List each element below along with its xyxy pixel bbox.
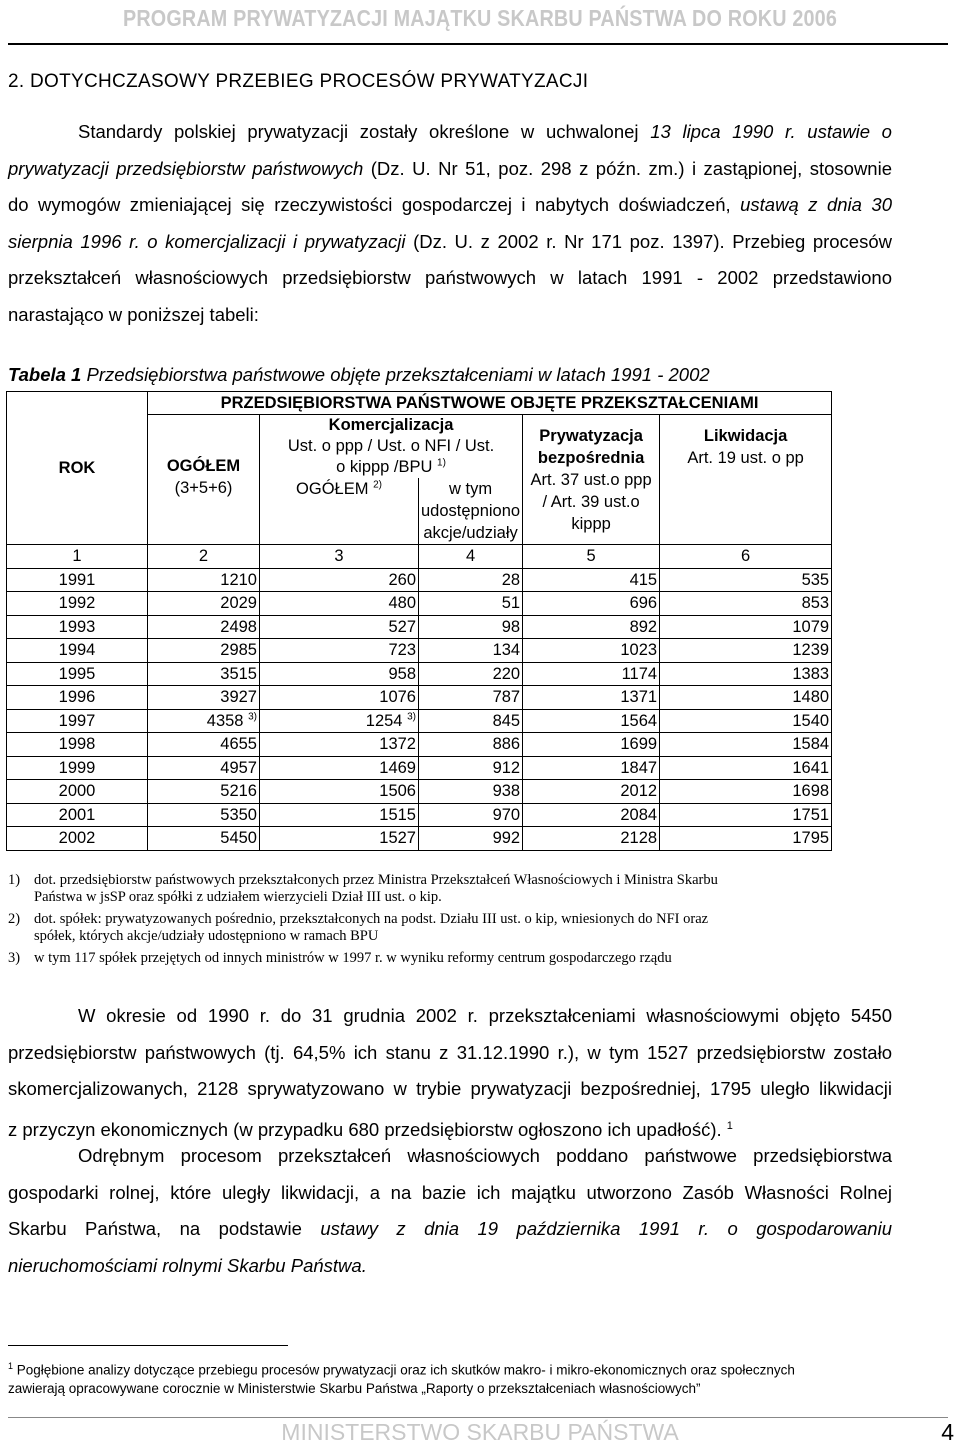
direct-privatization-cell: 2084 [523, 803, 660, 827]
commercialization-cell: 260 [260, 568, 419, 592]
para-line: sierpnia 1996 r. o komercjalizacji i prywatyzacji (Dz. U. z 2002 r. Nr 171 poz. 1397). Przebieg procesów [8, 230, 892, 252]
shares-cell: 938 [419, 780, 523, 804]
commercialization-cell: 1515 [260, 803, 419, 827]
colnum-cell: 6 [660, 545, 832, 569]
shares-cell: 134 [419, 639, 523, 663]
table-colnum-row [7, 545, 832, 569]
page-number: 4 [941, 1419, 954, 1445]
total-cell: 4358 $^{3)}$ [148, 709, 260, 733]
year-cell: 1995 [7, 662, 148, 686]
shares-cell: 220 [419, 662, 523, 686]
direct-privatization-cell: 2012 [523, 780, 660, 804]
header-likwidacja: Likwidacja Art. 19 ust. o pp [660, 415, 832, 545]
table-row [7, 592, 832, 616]
liquidation-cell: 1079 [660, 615, 832, 639]
year-cell: 1996 [7, 686, 148, 710]
year-cell: 1993 [7, 615, 148, 639]
year-cell: 1997 [7, 709, 148, 733]
para-line: Skarbu Państwa, na podstawie ustawy z dnia 19 października 1991 r. o gospodarowaniu [8, 1218, 892, 1239]
direct-privatization-cell: 1564 [523, 709, 660, 733]
header-spacer [260, 501, 419, 544]
para-line: do wymogów zmieniającej się rzeczywistości gospodarczej i nabytych doświadczeń, ustawą z dnia 30 [8, 194, 892, 215]
shares-cell: 51 [419, 592, 523, 616]
footnote-rule [8, 1345, 288, 1346]
liquidation-cell: 535 [660, 568, 832, 592]
commercialization-cell: 958 [260, 662, 419, 686]
table-row [7, 568, 832, 592]
para-line: nieruchomościami rolnymi Skarbu Państwa. [8, 1254, 367, 1276]
liquidation-cell: 1641 [660, 756, 832, 780]
shares-cell: 28 [419, 568, 523, 592]
section-title: 2. DOTYCHCZASOWY PRZEBIEG PROCESÓW PRYWATYZACJI [8, 71, 589, 92]
table-note-3: 3) w tym 117 spółek przejętych od innych ministrów w 1997 r. w wyniku reformy centrum gospodarczego rządu [8, 950, 672, 966]
para-line: skomercjalizowanych, 2128 sprywatyzowano w trybie prywatyzacji bezpośredniej, 1795 uległo likwidacji [8, 1078, 892, 1099]
header-ogolem: OGÓŁEM (3+5+6) [148, 415, 260, 545]
running-header: PROGRAM PRYWATYZACJI MAJĄTKU SKARBU PAŃSTWA DO ROKU 2006 [122, 5, 838, 31]
para-line: Standardy polskiej prywatyzacji zostały określone w uchwalonej 13 lipca 1990 r. ustawie o [78, 121, 892, 142]
header-komercjalizacja: Komercjalizacja Ust. o ppp / Ust. o NFI / Ust. o kippp /BPU $^{1)}$ [260, 415, 523, 479]
paragraph-agriculture [8, 1138, 892, 1284]
year-cell: 1991 [7, 568, 148, 592]
direct-privatization-cell: 415 [523, 568, 660, 592]
liquidation-cell: 1698 [660, 780, 832, 804]
direct-privatization-cell: 892 [523, 615, 660, 639]
commercialization-cell: 1076 [260, 686, 419, 710]
year-cell: 1992 [7, 592, 148, 616]
footer-rule [8, 1417, 948, 1418]
liquidation-cell: 1540 [660, 709, 832, 733]
shares-cell: 992 [419, 827, 523, 851]
paragraph-intro [8, 114, 892, 333]
year-cell: 2002 [7, 827, 148, 851]
total-cell: 1210 [148, 568, 260, 592]
total-cell: 3515 [148, 662, 260, 686]
liquidation-cell: 1480 [660, 686, 832, 710]
direct-privatization-cell: 1023 [523, 639, 660, 663]
para-line: przedsiębiorstw państwowych (tj. 64,5% ich stanu z 31.12.1990 r.), w tym 1527 przedsiębiorstw zostało [8, 1041, 892, 1063]
table-note-2: 2) dot. spółek: prywatyzowanych pośrednio, przekształconych na podst. Działu III ust. o kip, wniesionych do NFI oraz spółek, których akcje/udziały udostępniono w ramach BPU [8, 911, 709, 944]
liquidation-cell: 1383 [660, 662, 832, 686]
shares-cell: 912 [419, 756, 523, 780]
table-row [7, 780, 832, 804]
header-kom-ogolem: OGÓŁEM $^{2)}$ [260, 478, 419, 501]
colnum-cell: 4 [419, 545, 523, 569]
liquidation-cell: 1584 [660, 733, 832, 757]
direct-privatization-cell: 1174 [523, 662, 660, 686]
commercialization-cell: 723 [260, 639, 419, 663]
total-cell: 5350 [148, 803, 260, 827]
shares-cell: 98 [419, 615, 523, 639]
shares-cell: 970 [419, 803, 523, 827]
table-note-1: 1) dot. przedsiębiorstw państwowych przekształconych przez Ministra Przekształceń Własnościowych i Ministra Skarbu Państwa w jsSP oraz spółki z udziałem wierzycieli Dział III ust. o kip. [8, 872, 718, 905]
header-prywatyzacja: Prywatyzacja bezpośrednia Art. 37 ust.o ppp / Art. 39 ust.o kippp [523, 415, 660, 545]
liquidation-cell: 853 [660, 592, 832, 616]
para-line: gospodarki rolnej, które uległy likwidacji, a na bazie ich majątku utworzono Zasób Własności Rolnej [8, 1181, 892, 1203]
total-cell: 3927 [148, 686, 260, 710]
total-cell: 2029 [148, 592, 260, 616]
year-cell: 2001 [7, 803, 148, 827]
para-line: narastająco w poniższej tabeli: [8, 303, 259, 325]
year-cell: 1994 [7, 639, 148, 663]
table-row [7, 662, 832, 686]
table-row [7, 709, 832, 733]
para-line: W okresie od 1990 r. do 31 grudnia 2002 r. przekształceniami własnościowymi objęto 5450 [78, 1005, 892, 1026]
paragraph-summary [8, 998, 892, 1148]
direct-privatization-cell: 1699 [523, 733, 660, 757]
table-row [7, 639, 832, 663]
direct-privatization-cell: 696 [523, 592, 660, 616]
commercialization-cell: 1469 [260, 756, 419, 780]
total-cell: 4655 [148, 733, 260, 757]
total-cell: 4957 [148, 756, 260, 780]
colnum-cell: 5 [523, 545, 660, 569]
para-line: przekształceń własnościowych przedsiębiorstw państwowych w latach 1991 - 2002 przedstawiono [8, 267, 892, 288]
commercialization-cell: 1527 [260, 827, 419, 851]
total-cell: 2498 [148, 615, 260, 639]
privatization-table [6, 391, 832, 851]
commercialization-cell: 480 [260, 592, 419, 616]
total-cell: 5450 [148, 827, 260, 851]
commercialization-cell: 1254 $^{3)}$ [260, 709, 419, 733]
table-row [7, 756, 832, 780]
year-cell: 2000 [7, 780, 148, 804]
colnum-cell: 2 [148, 545, 260, 569]
liquidation-cell: 1795 [660, 827, 832, 851]
table-row [7, 615, 832, 639]
table-body [7, 568, 832, 850]
table-row [7, 733, 832, 757]
liquidation-cell: 1751 [660, 803, 832, 827]
header-main: PRZEDSIĘBIORSTWA PAŃSTWOWE OBJĘTE PRZEKSZTAŁCENIAMI [148, 392, 832, 415]
shares-cell: 787 [419, 686, 523, 710]
year-cell: 1999 [7, 756, 148, 780]
running-footer: MINISTERSTWO SKARBU PAŃSTWA [281, 1419, 679, 1445]
year-cell: 1998 [7, 733, 148, 757]
colnum-cell: 1 [7, 545, 148, 569]
direct-privatization-cell: 1847 [523, 756, 660, 780]
footnote: $^1$ Pogłębione analizy dotyczące przebiegu procesów prywatyzacji oraz ich skutków makro- i mikro-ekonomicznych oraz społecznych zawierają opracowywane corocznie w Ministerstwie Skarbu Państwa „Raporty o przekształceniach własnościowych” [8, 1361, 795, 1396]
para-line: Odrębnym procesom przekształceń własnościowych poddano państwowe przedsiębiorstwa [78, 1145, 892, 1166]
commercialization-cell: 527 [260, 615, 419, 639]
para-line: z przyczyn ekonomicznych (w przypadku 680 przedsiębiorstw ogłoszono ich upadłość). $^1$ [8, 1118, 733, 1140]
shares-cell: 886 [419, 733, 523, 757]
header-wtym: w tym udostępniono akcje/udziały [419, 478, 523, 545]
direct-privatization-cell: 2128 [523, 827, 660, 851]
shares-cell: 845 [419, 709, 523, 733]
direct-privatization-cell: 1371 [523, 686, 660, 710]
commercialization-cell: 1372 [260, 733, 419, 757]
total-cell: 2985 [148, 639, 260, 663]
colnum-cell: 3 [260, 545, 419, 569]
total-cell: 5216 [148, 780, 260, 804]
header-rule [8, 43, 948, 45]
table-caption: Tabela 1 Przedsiębiorstwa państwowe objęte przekształceniami w latach 1991 - 2002 [8, 364, 710, 385]
table-row [7, 827, 832, 851]
commercialization-cell: 1506 [260, 780, 419, 804]
table-row [7, 803, 832, 827]
table-header-row [7, 392, 832, 415]
liquidation-cell: 1239 [660, 639, 832, 663]
table-row [7, 686, 832, 710]
header-rok: ROK [7, 392, 148, 545]
para-line: prywatyzacji przedsiębiorstw państwowych (Dz. U. Nr 51, poz. 298 z późn. zm.) i zastąpionej, stosownie [8, 157, 892, 179]
